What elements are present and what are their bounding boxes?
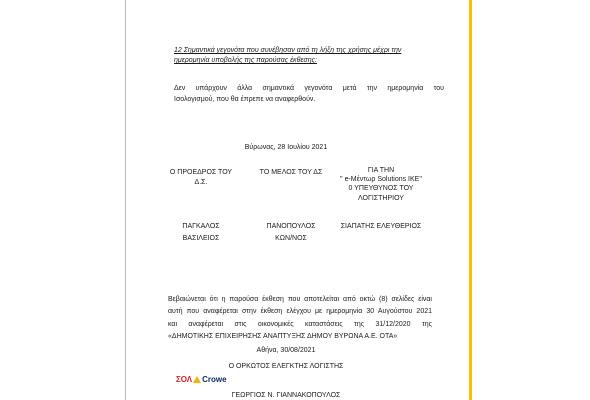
signatory-2-role-line-1: ΤΟ ΜΕΛΟΣ ΤΟΥ ΔΣ: [259, 169, 323, 176]
auditor-place-date: Αθήνα, 30/08/2021: [256, 347, 316, 354]
triangle-logo-icon: [193, 376, 201, 383]
place-date: Βύρωνας, 28 Ιουλίου 2021: [244, 144, 328, 151]
sol-logo-text: ΣΟΛ: [176, 375, 193, 384]
certification-line-2: αυτή που αναφέρεται στην έκθεση ελέγχου με ημερομηνία 30 Αυγούστου 2021: [168, 308, 432, 315]
signatory-1-name-line-2: ΒΑΣΙΛΕΙΟΣ: [182, 235, 220, 242]
signatory-3-name-line-1: ΣΙΑΠΑΤΗΣ ΕΛΕΥΘΕΡΙΟΣ: [340, 223, 422, 230]
signatory-3-role-line-2: '' e-Μέντωρ Solutions ΙΚΕ'': [339, 176, 423, 183]
signatory-3-role-line-4: ΛΟΓΙΣΤΗΡΙΟΥ: [358, 195, 404, 202]
signatory-2-name-line-1: ΠΑΝΟΠΟΥΛΟΣ: [266, 223, 316, 230]
certification-line-3: και αναφέρεται στις οικονομικές καταστάσεις της 31/12/2020 της: [168, 321, 432, 328]
crowe-logo-text: Crowe: [202, 375, 227, 384]
certification-line-4: «ΔΗΜΟΤΙΚΗΣ ΕΠΙΧΕΙΡΗΣΗΣ ΑΝΑΠΤΥΞΗΣ ΔΗΜΟΥ ΒΥΡΩΝΑ Α.Ε. ΟΤΑ»: [168, 333, 398, 340]
signatory-3-role-line-3: 0 ΥΠΕΥΘΥΝΟΣ ΤΟΥ: [348, 185, 414, 192]
signatory-1-role-line-1: Ο ΠΡΟΕΔΡΟΣ ΤΟΥ: [169, 169, 233, 176]
section-12-heading-line-1: 12 Σημαντικά γεγονότα που συνέβησαν από τη λήξη της χρήσης μέχρι την: [174, 47, 402, 54]
sol-crowe-logo: [176, 375, 227, 385]
signatory-1-name-line-1: ΠΑΓΚΑΛΟΣ: [182, 223, 220, 230]
document-page: [125, 0, 472, 400]
signatory-3-role-line-1: ΓΙΑ ΤΗΝ: [367, 167, 395, 174]
auditor-title: Ο ΟΡΚΩΤΟΣ ΕΛΕΓΚΤΗΣ ΛΟΓΙΣΤΗΣ: [228, 363, 344, 370]
certification-line-1: Βεβαιώνεται ότι η παρούσα έκθεση που αποτελείται από οκτώ (8) σελίδες είναι: [168, 296, 432, 303]
signatory-2-name-line-2: ΚΩΝ/ΝΟΣ: [275, 235, 307, 242]
body-line-1: Δεν υπάρχουν άλλα σημαντικά γεγονότα μετά την ημερομηνία του: [174, 85, 444, 92]
section-12-heading-line-2: ημερομηνία υποβολής της παρούσας έκθεσης:: [174, 57, 317, 64]
auditor-name: ΓΕΩΡΓΙΟΣ Ν. ΓΙΑΝΝΑΚΟΠΟΥΛΟΣ: [231, 392, 341, 399]
signatory-1-role-line-2: Δ.Σ.: [194, 179, 208, 186]
body-line-2: Ισολογισμού, που θα έπρεπε να αναφερθούν.: [174, 96, 316, 103]
